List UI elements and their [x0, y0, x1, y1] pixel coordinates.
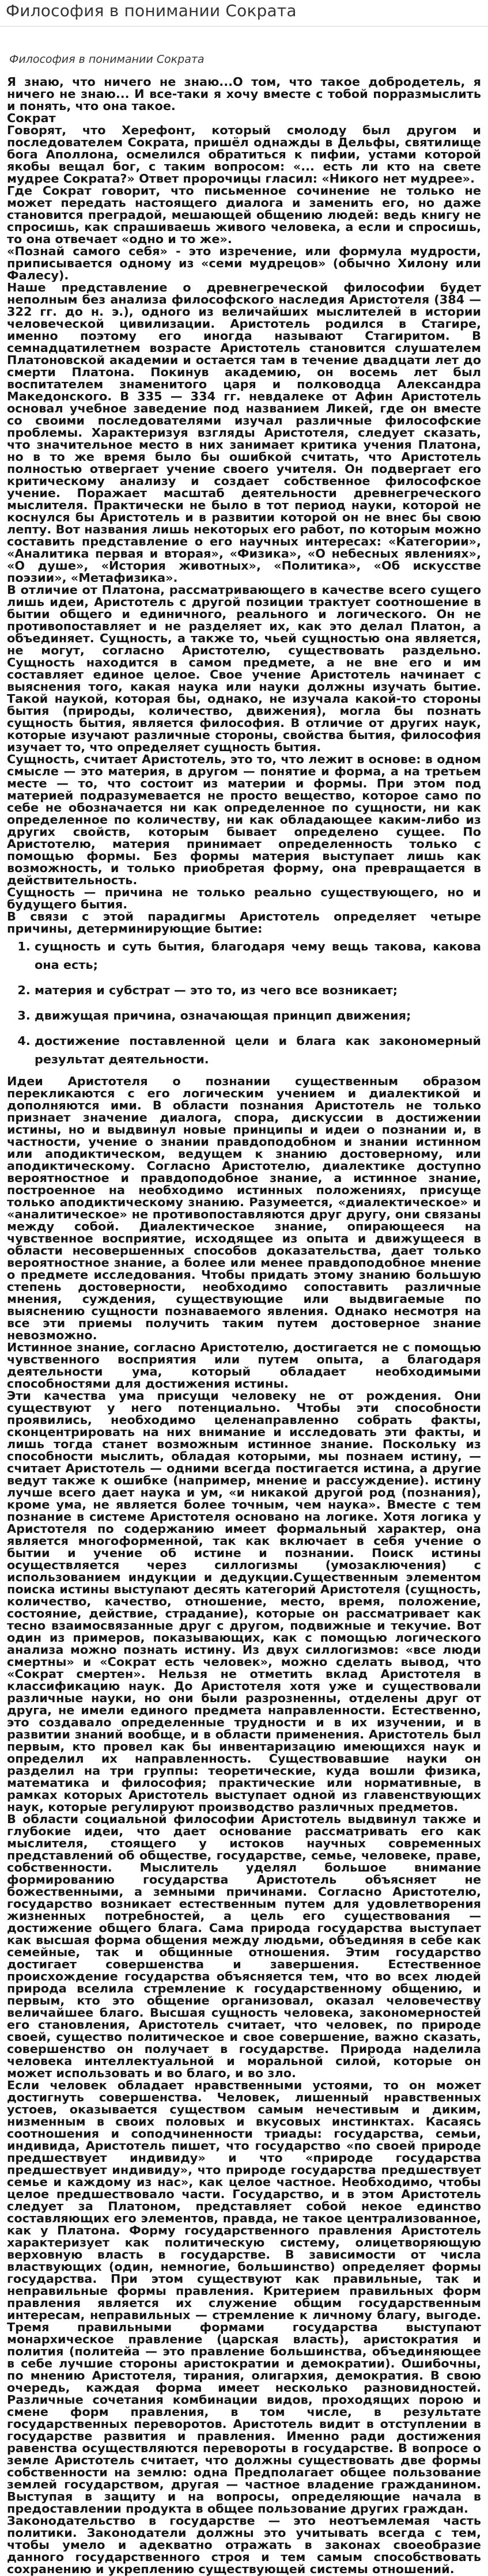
list-item: 4. достижение поставленной цели и блага как закономерный результат деятельности.	[35, 1032, 481, 1069]
paragraph: В связи с этой парадигмы Аристотель определяет четыре причины, детерминирующие бытие:	[7, 910, 481, 935]
epigraph-author: Сократ	[7, 111, 56, 125]
article-body	[0, 66, 488, 2575]
list-item: 1. сущность и суть бытия, благодаря чему вещь такова, какова она есть;	[35, 937, 481, 974]
paragraph: Идеи Аристотеля о познании существенным образом перекликаются с его логическим учением и диалектикой и дополняются ими. В области познания Аристотель не только признает значение диалога, спора, дискуссии в достижении истины, но и выдвинул новые принципы и идеи о познании и, в частности, учение о знании правдоподобном и знании истинном или аподиктическом, ведущем к знанию достоверному, или аподиктическому. Согласно Аристотелю, диалектике доступно вероятностное и правдоподобное знание, а истинное знание, построенное на необходимо истинных положениях, присуще только аподиктическому знанию. Разумеется, «диалектическое» и «аналитическое» не противопоставляются друг другу, они связаны между собой. Диалектическое знание, опирающееся на чувственное восприятие, исходящее из опыта и движущееся в области несовершенных способов доказательства, дает только вероятностное знание, а более или менее правдоподобное мнение о предмете исследования. Чтобы придать этому знанию большую степень достоверности, необходимо сопоставить различные мнения, суждения, существующие или выдвигаемые по выяснению сущности познаваемого явления. Однако несмотря на все эти приемы получить таким путем достоверное знание невозможно.	[7, 1074, 481, 1342]
paragraph-epigraph: Я знаю, что ничего не знаю...О том, что такое добродетель, я ничего не знаю... И все-таки я хочу вместе с тобой порразмыслить и понять, что она такое.	[7, 75, 481, 113]
paragraph: Наше представление о древнегреческой философии будет неполным без анализа философского наследия Аристотеля (384 — 322 гг. до н. э.), одного из величайших мыслителей в истории человеческой цивилизации. Аристотель родился в Стагире, именно поэтому его иногда называют Стагиритом. В семнадцатилетнем возрасте Аристотель становится слушателем Платоновской академии и остается там в течение двадцати лет до смерти Платона. Покинув академию, он восемь лет был воспитателем знаменитого царя и полководца Александра Македонского. В 335 — 334 гг. невдалеке от Афин Аристотель основал учебное заведение под названием Ликей, где он вместе со своими последователями изучал различные философские проблемы. Характеризуя взгляды Аристотеля, следует сказать, что значительное место в них занимает критика учения Платона, но в то же время было бы ошибкой считать, что Аристотель полностью отвергает учение своего учителя. Он подвергает его критическому анализу и создает собственное философское учение. Поражает масштаб деятельности древнегреческого мыслителя. Практически не было в тот период науки, которой не коснулся бы Аристотель и в развитии которой он не внес бы свою лепту. Вот названия лишь некоторых его работ, по которым можно составить представление о его научных интересах: «Категории», «Аналитика первая и вторая», «Физика», «О небесных явлениях», «О душе», «История животных», «Политика», «Об искусстве поэзии», «Метафизика».	[7, 281, 481, 585]
paragraph: Эти качества ума присущи человеку не от рождения. Они существуют у него потенциально. Чтобы эти способности проявились, необходимо целенаправленно собрать факты, сконцентрировать на них внимание и исследовать эти факты, и лишь тогда станет возможным истинное знание. Поскольку из способности мыслить, обладая которыми, мы познаем истину, — считает Аристотель — одними всегда постигается истина, а другие ведут также к ошибке (например, мнение и рассуждение). истину лучше всего дает наука и ум, «и никакой другой род (познания), кроме ума, не является более точным, чем наука». Вместе с тем познание в системе Аристотеля основано на логике. Хотя логика у Аристотеля по содержанию имеет формальный характер, она является многоформенной, так как включает в себя учение о бытии и учение об истине и познании. Поиск истины осуществляется через силлогизмы (умозаключения) с использованием индукции и дедукции.Существенным элементом поиска истины выступают десять категорий Аристотеля (сущность, количество, качество, отношение, место, время, положение, состояние, действие, страдание), которые он рассматривает как тесно взаимосвязанные друг с другом, подвижные и текучие. Вот один из примеров, показывающих, как с помощью логического анализа можно познать истину. Из двух силлогизмов: «все люди смертны» и «Сократ есть человек», можно сделать вывод, что «Сократ смертен». Нельзя не отметить вклад Аристотеля в классификацию наук. До Аристотеля хотя уже и существовали различные науки, но они были разрозненны, отделены друг от друга, не имели единого предмета направленности. Естественно, это создавало определенные трудности и в их изучении, и в развитии знаний вообще, и в области применения. Аристотель был первым, кто провел как бы инвентаризацию имеющихся наук и определил их направленность. Существовавшие науки он разделил на три группы: теоретические, куда вошли физика, математика и философия; практические или нормативные, в рамках которых Аристотель выступает одной из главенствующих наук, которые регулируют производство различных предметов.	[7, 1389, 481, 1814]
paragraph: «Познай самого себя» - это изречение, или формула мудрости, приписывается одному из «семи мудрецов» (обычно Хилону или Фалесу).	[7, 244, 481, 282]
page-title: Философия в понимании Сократа	[6, 1, 297, 20]
paragraph: В области социальной философии Аристотель выдвинул также и глубокие идеи, что дает основание рассматривать его как мыслителя, стоящего у истоков научных современных представлений об обществе, государстве, семье, человеке, праве, собственности. Мыслитель уделял большое внимание формированию государства Аристотель объясняет не божественными, а земными причинами. Согласно Аристотелю, государство возникает естественным путем для удовлетворения жизненных потребностей, а цель его существования — достижение общего блага. Сама природа государства выступает как высшая форма общения между людьми, объединяя в себе как семейные, так и общинные отношения. Этим государство достигает совершенства и завершения. Естественное происхождение государства объясняется тем, что во всех людей природа вселила стремление к государственному общению, и первым, кто это общение организовал, оказал человечеству величайшее благо. Высшая сущность человека, закономерностей его становления, Аристотель считает, что человек, по природе своей, существо политическое и свое совершение, важно сказать, совершенство он получает в государстве. Природа наделила человека интеллектуальной и моральной силой, которые он может использовать и во благо, и во зло.	[7, 1812, 481, 2080]
paragraph: В отличие от Платона, рассматривающего в качестве всего сущего лишь идеи, Аристотель с другой позиции трактует соотношение в бытии общего и единичного, реального и логического. Он не противопоставляет и не разделяет их, как это делал Платон, а объединяет. Сущность, а также то, чьей сущностью она является, не могут, согласно Аристотелю, существовать раздельно. Сущность находится в самом предмете, а не вне его и им составляет единое целое. Свое учение Аристотель начинает с выяснения того, какая наука или науки должны изучать бытие. Такой наукой, которая бы, однако, не изучала какой-то стороны бытия (природы, количество, движения), могла бы познать сущность бытия, является философия. В отличие от других наук, которые изучают различные стороны, свойства бытия, философия изучает то, что определяет сущность бытия.	[7, 583, 481, 754]
paragraph: Если человек обладает нравственными устоями, то он может достигнуть совершенства. Человек, лишенный нравственных устоев, оказывается существом самым нечестивым и диким, низменным в своих половых и вкусовых инстинктах. Касаясь соотношения и соподчиненности триады: государства, семьи, индивида, Аристотель пишет, что государство «по своей природе предшествует индивиду» и что «природе государства предшествует индивиду», что природе государства предшествует семье и каждому из нас», как целое частное. Необходимо, чтобы целое предшествовало части. Государство, и в этом Аристотель следует за Платоном, представляет собой некое единство составляющих его элементов, правда, не такое централизованное, как у Платона. Форму государственного правления Аристотель характеризует как политическую систему, олицетворяющую верховную власть в государстве. В зависимости от числа властвующих (один, немногие, большинство) определяет формы государства. При этом существуют как правильные, так и неправильные формы правления. Критерием правильных форм правления является их служение общим государственным интересам, неправильных — стремление к личному благу, выгоде. Тремя правильными формами государства выступают монархическое правление (царская власть), аристократия и полития (политейа — это правление большинства, объединяющее в себе лучшие стороны аристократии и демократии). Ошибочны, по мнению Аристотеля, тирания, олигархия, демократия. В свою очередь, каждая форма имеет несколько разновидностей. Различные сочетания комбинации видов, проходящих порою и смене форм правления, в том числе, в результате государственных переворотов. Аристотель видит в отступлении в государстве развития и правления. Именно ради достижения равенства осуществляются перевороты в государстве. В вопросе о земле Аристотель считает, что должны существовать две формы собственности на землю: одна Предполагает общее пользование землей государством, другая — частное владение гражданином. Выступая в защиту и на вопросы, определяющие начала в предоставлении продукта в общее пользование других граждан.	[7, 2078, 481, 2516]
paragraph: Говорят, что Херефонт, который смолоду был другом и последователем Сократа, пришёл однажды в Дельфы, святилище бога Аполлона, осмелился обратиться к пифии, устами которой якобы вещал бог, с таким вопросом: «... есть ли кто на свете мудрее Сократа?» Ответ пророчицы гласил: «Никого нет мудрее».	[7, 123, 481, 185]
paragraph: Сущность — причина не только реально существующего, но и будущего бытия.	[7, 885, 481, 911]
paragraph: Где Сократ говорит, что письменное сочинение не только не может передать настоящего диалога и заменить его, но даже становится преградой, мешающей общению людей: ведь книгу не спросишь, как спрашиваешь живого человека, а если и спросишь, то она отвечает «одно и то же».	[7, 184, 481, 246]
title-bar	[0, 0, 488, 26]
page-subtitle: Философия в понимании Сократа	[9, 53, 205, 66]
paragraph: Истинное знание, согласно Аристотелю, достигается не с помощью чувственного восприятия или путем опыта, а благодаря деятельности ума, который обладает необходимыми способностями для достижения истины.	[7, 1340, 481, 1391]
list-item: 3. движущая причина, означающая принцип движения;	[35, 1006, 481, 1025]
paragraph: Сущность, считает Аристотель, это то, что лежит в основе: в одном смысле — это материя, в другом — понятие и форма, а на третьем месте — то, что состоит из материи и формы. При этом под материей подразумевается не просто вещество, которое само по себе не обозначается ни как определенное по сущности, ни как определенное по количеству, ни как обладающее каким-либо из других свойств, которым бывает определено сущее. По Аристотелю, материя принимает определенность только с помощью формы. Без формы материя выступает лишь как возможность, и только приобретая форму, она превращается в действительность.	[7, 752, 481, 887]
list-item: 2. материя и субстрат — это то, из чего все возникает;	[35, 981, 481, 999]
paragraph: Законодательство в государстве — это неотъемлемая часть политики. Законодатели должны это учитывать всегда с тем, чтобы умело и адекватно отражать в законах своеобразие данного государственного строя и тем самым способствовать сохранению и укреплению существующей системы отношений.	[7, 2514, 481, 2576]
causes-list	[7, 937, 481, 1069]
